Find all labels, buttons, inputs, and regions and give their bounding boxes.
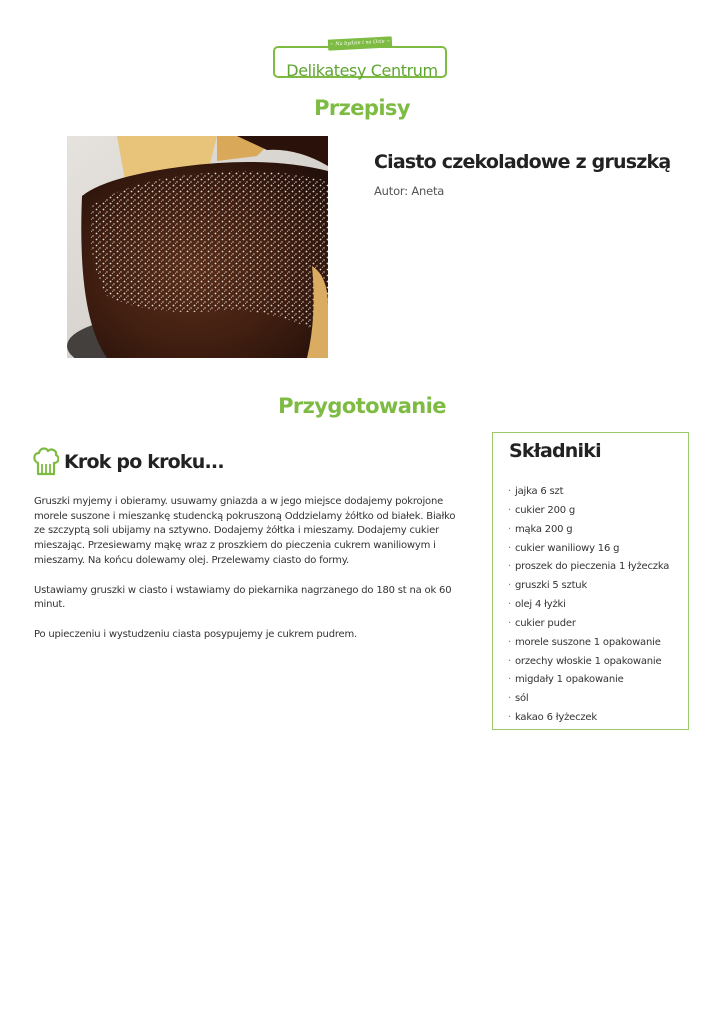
ingredient-item	[508, 653, 669, 672]
ingredient-item	[508, 596, 669, 615]
ingredients-box	[492, 432, 689, 730]
ingredient-item	[508, 502, 669, 521]
logo-frame	[273, 46, 447, 78]
ingredient-label: orzechy włoskie 1 opakowanie	[514, 655, 662, 667]
ingredient-label: kakao 6 łyżeczek	[514, 712, 597, 724]
ingredient-item	[508, 521, 669, 540]
ingredients-list	[508, 483, 669, 728]
step-paragraph: Gruszki myjemy i obieramy. usuwamy gniazda a w jego miejsce dodajemy pokrojone morele suszone i mieszankę studencką pokruszoną Oddzielamy żółtko od białek. Białko ze szczyptą soli ubijamy na sztywno. Dodajemy żółtka i mieszamy. Dodajemy cukier mieszając. Przesiewamy mąkę wraz z proszkiem do pieczenia cukrem waniliowym i mieszamy. Na końcu dolewamy olej. Przelewamy ciasto do formy.	[34, 496, 456, 566]
page-title: Przepisy	[314, 96, 410, 120]
bullet: ·	[508, 561, 511, 573]
ingredient-item	[508, 671, 669, 690]
bullet: ·	[508, 655, 511, 667]
ingredient-label: morele suszone 1 opakowanie	[514, 636, 661, 648]
ingredient-label: cukier waniliowy 16 g	[514, 542, 620, 554]
ingredient-label: cukier 200 g	[514, 504, 576, 516]
ingredient-label: migdały 1 opakowanie	[514, 674, 624, 686]
bullet: ·	[508, 542, 511, 554]
bullet: ·	[508, 599, 511, 611]
bullet: ·	[508, 636, 511, 648]
brand-logo	[273, 38, 449, 80]
bullet: ·	[508, 617, 511, 629]
ingredient-item	[508, 690, 669, 709]
ingredient-label: jajka 6 szt	[514, 486, 564, 497]
ingredients-title: Składniki	[509, 440, 601, 462]
bullet: ·	[508, 674, 511, 686]
recipe-photo	[67, 136, 328, 358]
ingredient-label: gruszki 5 sztuk	[514, 580, 588, 592]
ingredient-label: olej 4 łyżki	[514, 599, 566, 611]
ingredient-item	[508, 483, 669, 502]
ingredient-item	[508, 558, 669, 577]
bullet: ·	[508, 504, 511, 516]
ingredient-item	[508, 615, 669, 634]
ingredient-item	[508, 634, 669, 653]
steps-title: Krok po kroku...	[64, 451, 224, 473]
chef-hat-icon	[33, 447, 59, 477]
ingredient-label: sól	[514, 693, 529, 705]
ingredient-item	[508, 577, 669, 596]
bullet: ·	[508, 712, 511, 724]
logo-wordmark: Delikatesy Centrum	[286, 61, 438, 80]
cake-photo-illustration	[67, 136, 328, 358]
ingredient-label: proszek do pieczenia 1 łyżeczka	[514, 561, 670, 573]
bullet: ·	[508, 580, 511, 592]
step-paragraph: Ustawiamy gruszki w ciasto i wstawiamy do piekarnika nagrzanego do 180 st na ok 60 minut.	[34, 584, 452, 611]
logo-tagline: ~ Na bydzie i na Ocie ~	[328, 36, 392, 50]
preparation-heading: Przygotowanie	[278, 394, 446, 418]
recipe-title: Ciasto czekoladowe z gruszką	[374, 151, 671, 173]
recipe-author: Autor: Aneta	[374, 184, 445, 198]
steps-header	[33, 446, 224, 478]
bullet: ·	[508, 693, 511, 705]
ingredient-label: mąka 200 g	[514, 523, 573, 535]
steps-text	[34, 495, 464, 658]
ingredient-item	[508, 709, 669, 728]
bullet: ·	[508, 523, 511, 535]
ingredient-label: cukier puder	[514, 617, 576, 629]
bullet: ·	[508, 486, 511, 497]
step-paragraph: Po upieczeniu i wystudzeniu ciasta posypujemy je cukrem pudrem.	[34, 628, 358, 640]
ingredient-item	[508, 540, 669, 559]
